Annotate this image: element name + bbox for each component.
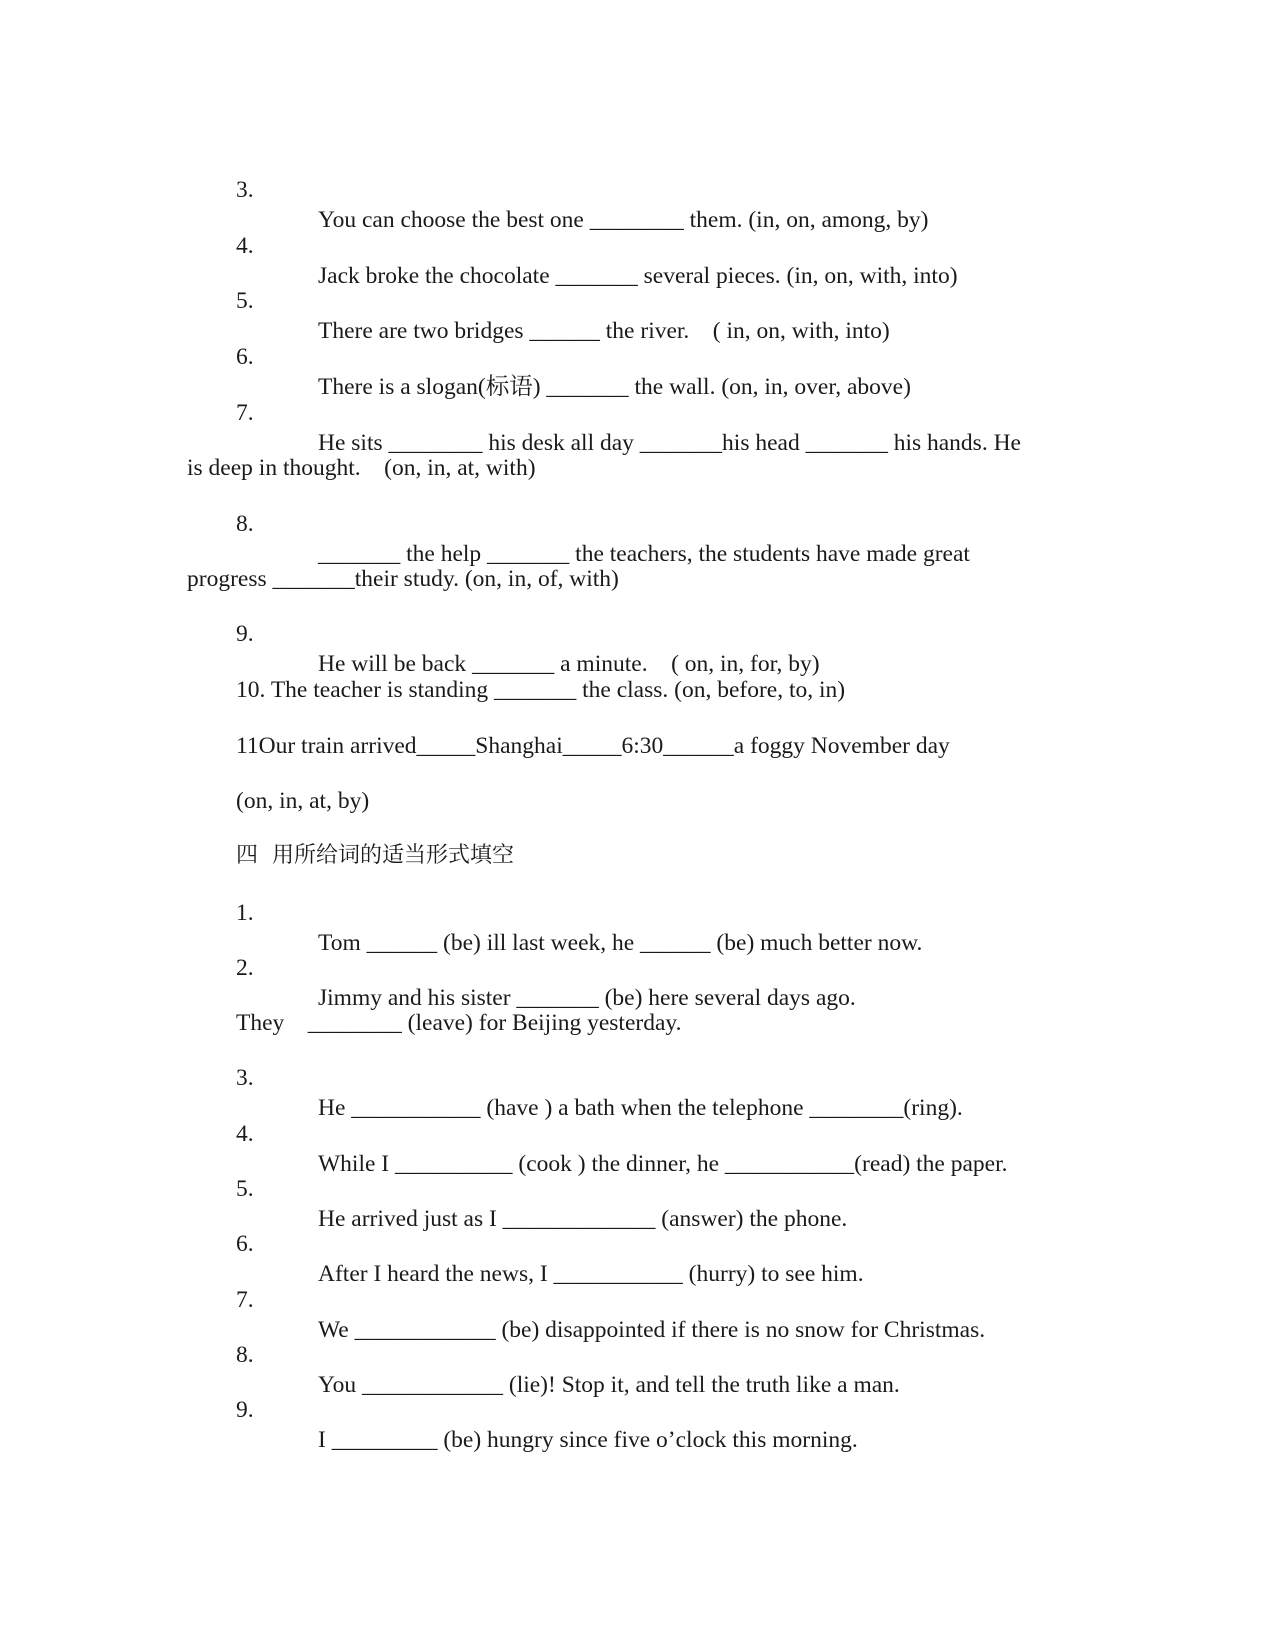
item-number: 1. bbox=[236, 900, 254, 926]
item-text: He sits ________ his desk all day _______his head _______ his hands. He bbox=[318, 430, 1021, 456]
item-number: 7. bbox=[236, 400, 254, 426]
item-text: There is a slogan(标语) _______ the wall. (on, in, over, above) bbox=[318, 374, 911, 400]
item-text: 10. The teacher is standing _______ the class. (on, before, to, in) bbox=[236, 677, 846, 703]
item-number: 4. bbox=[236, 233, 254, 259]
item-text: Tom ______ (be) ill last week, he ______ (be) much better now. bbox=[318, 930, 923, 956]
item-text: He will be back _______ a minute. ( on, in, for, by) bbox=[318, 651, 820, 677]
section-4-heading: 四 用所给词的适当形式填空 bbox=[236, 843, 514, 868]
item-number: 9. bbox=[236, 621, 254, 647]
item-number: 3. bbox=[236, 1065, 254, 1091]
item-text-continued: (on, in, at, by) bbox=[236, 788, 370, 814]
item-text: After I heard the news, I ___________ (hurry) to see him. bbox=[318, 1261, 864, 1287]
item-number: 8. bbox=[236, 1342, 254, 1368]
item-number: 6. bbox=[236, 344, 254, 370]
item-text: He ___________ (have ) a bath when the telephone ________(ring). bbox=[318, 1095, 963, 1121]
item-number: 2. bbox=[236, 955, 254, 981]
item-text: I _________ (be) hungry since five o’clock this morning. bbox=[318, 1427, 858, 1453]
item-number: 8. bbox=[236, 511, 254, 537]
item-text: Jimmy and his sister _______ (be) here several days ago. bbox=[318, 985, 856, 1011]
item-number: 4. bbox=[236, 1121, 254, 1147]
item-text: There are two bridges ______ the river. ( in, on, with, into) bbox=[318, 318, 890, 344]
item-number: 9. bbox=[236, 1397, 254, 1423]
fill-item-9 bbox=[0, 1365, 1275, 1485]
item-text: While I __________ (cook ) the dinner, he ___________(read) the paper. bbox=[318, 1151, 1008, 1177]
item-number: 7. bbox=[236, 1287, 254, 1313]
item-number: 5. bbox=[236, 1176, 254, 1202]
item-text-continued: progress _______their study. (on, in, of, with) bbox=[187, 566, 619, 592]
item-text: You can choose the best one ________ them. (in, on, among, by) bbox=[318, 207, 929, 233]
item-text: 11Our train arrived_____Shanghai_____6:30______a foggy November day bbox=[236, 733, 950, 759]
item-text: We ____________ (be) disappointed if there is no snow for Christmas. bbox=[318, 1317, 986, 1343]
item-number: 3. bbox=[236, 177, 254, 203]
item-number: 5. bbox=[236, 288, 254, 314]
item-text: You ____________ (lie)! Stop it, and tell the truth like a man. bbox=[318, 1372, 900, 1398]
item-number: 6. bbox=[236, 1231, 254, 1257]
item-text: Jack broke the chocolate _______ several pieces. (in, on, with, into) bbox=[318, 263, 958, 289]
item-text-continued: They ________ (leave) for Beijing yesterday. bbox=[236, 1010, 682, 1036]
item-text: _______ the help _______ the teachers, the students have made great bbox=[318, 541, 970, 567]
item-text-continued: is deep in thought. (on, in, at, with) bbox=[187, 455, 536, 481]
item-text: He arrived just as I _____________ (answer) the phone. bbox=[318, 1206, 848, 1232]
